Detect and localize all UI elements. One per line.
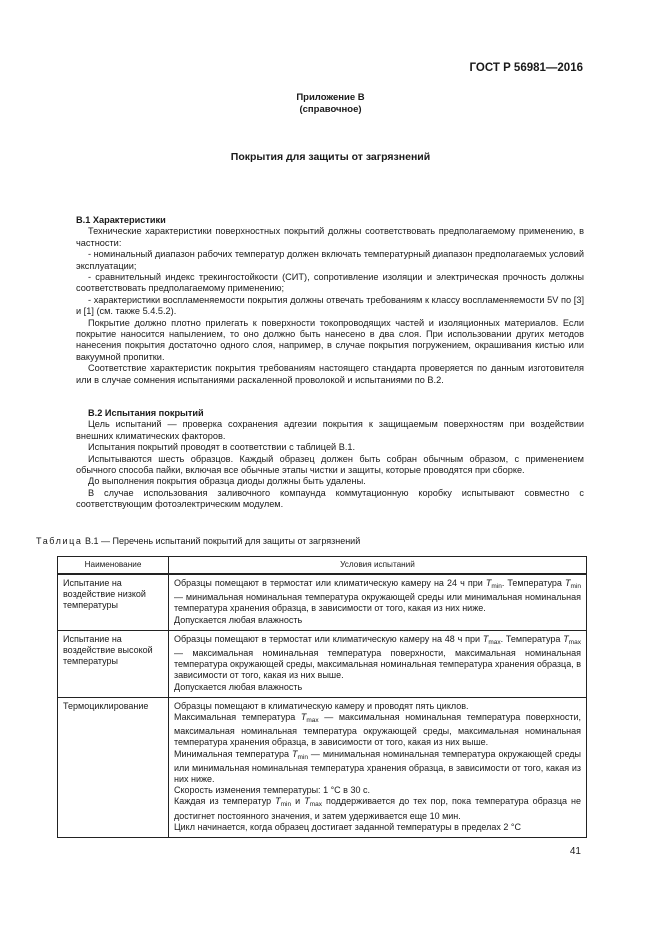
document-title: Покрытия для защиты от загрязнений (230, 151, 431, 163)
test-conditions (169, 574, 587, 630)
table-row (58, 630, 587, 697)
condition-text: Цикл начинается, когда образец достигает заданной температуры в пределах 2 °С (174, 821, 521, 832)
test-conditions (169, 697, 587, 837)
test-conditions (169, 630, 587, 697)
paragraph: Испытания покрытий проводят в соответствии с таблицей В.1. (88, 442, 356, 453)
paragraph: До выполнения покрытия образца диоды должны быть удалены. (88, 476, 366, 487)
annex-heading (0, 92, 661, 116)
paragraph: Испытываются шесть образцов. Каждый образец должен быть собран обычным образом, с применением обычного способа пайки, включая все обычные этапы чистки и защиты, которые проводятся при сборке. (76, 453, 584, 476)
section-characteristics (76, 215, 584, 386)
paragraph: Технические характеристики поверхностных покрытий должны соответствовать предполагаемому применению, в частности: (76, 226, 584, 248)
column-header-conditions: Условия испытаний (169, 557, 587, 575)
test-name: Термоциклирование (58, 697, 169, 837)
page-number: 41 (569, 846, 581, 857)
paragraph: - сравнительный индекс трекингостойкости (СИТ), сопротивление изоляции и электрическая прочность должны соответствовать предполагаемому применению; (76, 272, 584, 294)
table-caption-text: В.1 — Перечень испытаний покрытий для защиты от загрязнений (85, 536, 361, 546)
table-row (58, 574, 587, 630)
column-header-name: Наименование (58, 557, 169, 575)
annex-note: (справочное) (299, 104, 362, 115)
condition-text: Образцы помещают в термостат или климатическую камеру на 24 ч при $T_{min}$. Температура $T_{min}$ — минимальная номинальная температура окружающей среды или минимальная номинальная температура хранения образца, в зависимости от того, какая из них ниже. (174, 578, 581, 614)
standard-code: ГОСТ Р 56981—2016 (469, 62, 583, 74)
section-heading: В.2 Испытания покрытий (88, 408, 204, 418)
test-name: Испытание на воздействие высокой температуры (58, 630, 169, 697)
condition-text: Образцы помещают в термостат или климатическую камеру на 48 ч при $T_{max}$. Температура $T_{max}$ — максимальная номинальная температура поверхности, максимальная номинальная температура окружающей среды, максимальная номинальная температура хранения образца, в зависимости от того, какая из них выше. (174, 633, 581, 681)
paragraph: В случае использования заливочного компаунда коммутационную коробку испытывают совместно с соответствующим фотоэлектрическим модулем. (76, 487, 584, 510)
condition-text: Скорость изменения температуры: 1 °С в 30 с. (174, 785, 370, 796)
condition-text: Максимальная температура $T_{max}$ — максимальная номинальная температура поверхности, максимальная номинальная температура окружающей среды, максимальная номинальная температура хранения образца, в зависимости от того, какая из них выше. (174, 712, 581, 748)
paragraph: Соответствие характеристик покрытия требованиям настоящего стандарта проверяется по данным изготовителя или в случае сомнения испытаниями раскаленной проволокой и испытаниями по В.2. (76, 363, 584, 385)
table-caption (36, 536, 360, 546)
condition-text: Допускается любая влажность (174, 681, 303, 692)
condition-text: Минимальная температура $T_{min}$ — минимальная номинальная температура окружающей среды или минимальная номинальная температура хранения образца, в зависимости от того, какая из них ниже. (174, 748, 581, 785)
tests-table (57, 556, 587, 838)
table-caption-label: Таблица (36, 536, 83, 546)
condition-text: Образцы помещают в климатическую камеру и проводят пять циклов. (174, 700, 469, 711)
condition-text: Каждая из температур $T_{min}$ и $T_{max}$ поддерживается до тех пор, пока температура образца не достигнет постоянного значения, и затем удерживается еще 10 мин. (174, 796, 581, 821)
section-heading: В.1 Характеристики (76, 215, 166, 225)
paragraph: - номинальный диапазон рабочих температур должен включать температурный диапазон предполагаемых условий эксплуатации; (76, 249, 585, 271)
test-name: Испытание на воздействие низкой температуры (58, 574, 169, 630)
paragraph: Покрытие должно плотно прилегать к поверхности токопроводящих частей и изоляционных материалов. Если покрытие наносится напылением, то оно должно быть нанесено в два слоя. При использовании других методов нанесения покрытия достаточно одного слоя, например, в случае покрытия погружением, окрашивания кистью или вакуумной пропитки. (76, 317, 584, 362)
table-header-row (58, 557, 587, 575)
annex-title: Приложение В (296, 92, 365, 103)
paragraph: - характеристики воспламеняемости покрытия должны отвечать требованиям к классу воспламеняемости 5V по [3] и [1] (см. также 5.4.5.2). (76, 294, 584, 317)
section-tests (76, 408, 584, 511)
paragraph: Цель испытаний — проверка сохранения адгезии покрытия к защищаемым поверхностям при воздействии внешних климатических факторов. (76, 419, 584, 441)
condition-text: Допускается любая влажность (174, 614, 303, 625)
table-row (58, 697, 587, 837)
